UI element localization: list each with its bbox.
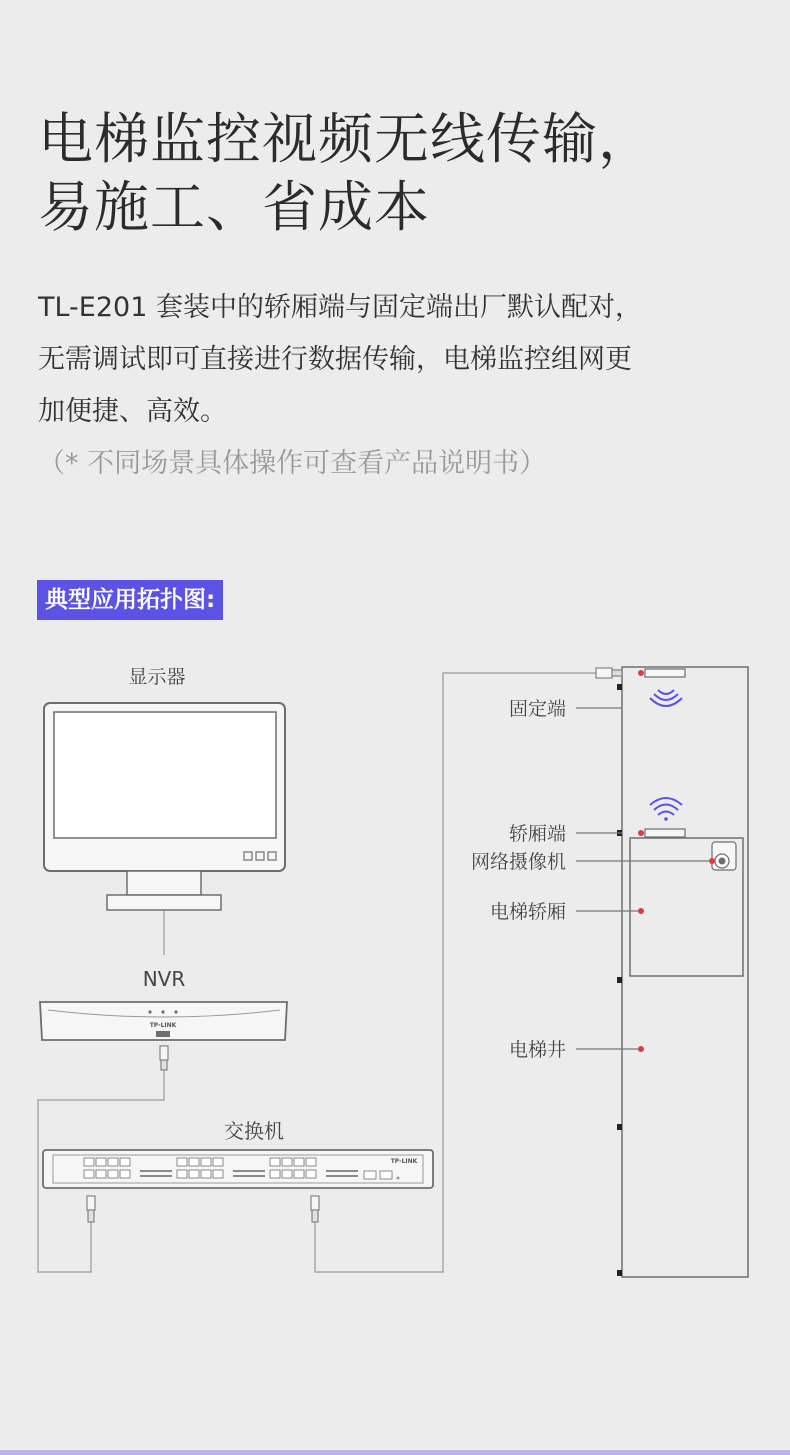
description (38, 282, 763, 490)
elevator-shaft (622, 667, 748, 1277)
switch-icon (43, 1150, 433, 1188)
cable-plug-icon (87, 1196, 95, 1222)
fixed-end-label: 固定端 (508, 698, 566, 720)
wifi-icon (650, 690, 682, 706)
car-end-label: 轿厢端 (508, 823, 566, 845)
topology-diagram (0, 640, 790, 1290)
bottom-divider (0, 1450, 790, 1455)
headline (38, 105, 654, 241)
switch-brand: TP-LINK (390, 1158, 418, 1165)
headline-line-2: 易施工、省成本 (38, 175, 431, 239)
description-line-2: 无需调试即可直接进行数据传输，电梯监控组网更 (38, 344, 632, 375)
wifi-icon (650, 798, 682, 821)
cable-plug-icon (160, 1046, 168, 1070)
nvr-brand: TP-LINK (149, 1022, 177, 1029)
nvr-label: NVR (142, 967, 186, 991)
shaft-label: 电梯井 (508, 1039, 566, 1061)
headline-line-1: 电梯监控视频无线传输， (38, 107, 655, 171)
switch-label: 交换机 (224, 1119, 284, 1143)
nvr-icon (40, 1002, 287, 1040)
monitor-label: 显示器 (128, 666, 186, 688)
car-label: 电梯轿厢 (489, 901, 566, 923)
description-note: （* 不同场景具体操作可查看产品说明书） (38, 448, 547, 479)
description-line-3: 加便捷、高效。 (38, 396, 227, 427)
fixed-end-connector-icon (596, 668, 622, 678)
car-end-device (645, 829, 685, 837)
camera-label: 网络摄像机 (470, 851, 566, 873)
description-line-1: TL-E201 套装中的轿厢端与固定端出厂默认配对， (38, 292, 642, 323)
cable-plug-icon (311, 1196, 319, 1222)
monitor-icon (44, 703, 285, 910)
section-tag: 典型应用拓扑图: (37, 580, 223, 620)
fixed-end-device (645, 669, 685, 677)
camera-icon (712, 842, 736, 870)
